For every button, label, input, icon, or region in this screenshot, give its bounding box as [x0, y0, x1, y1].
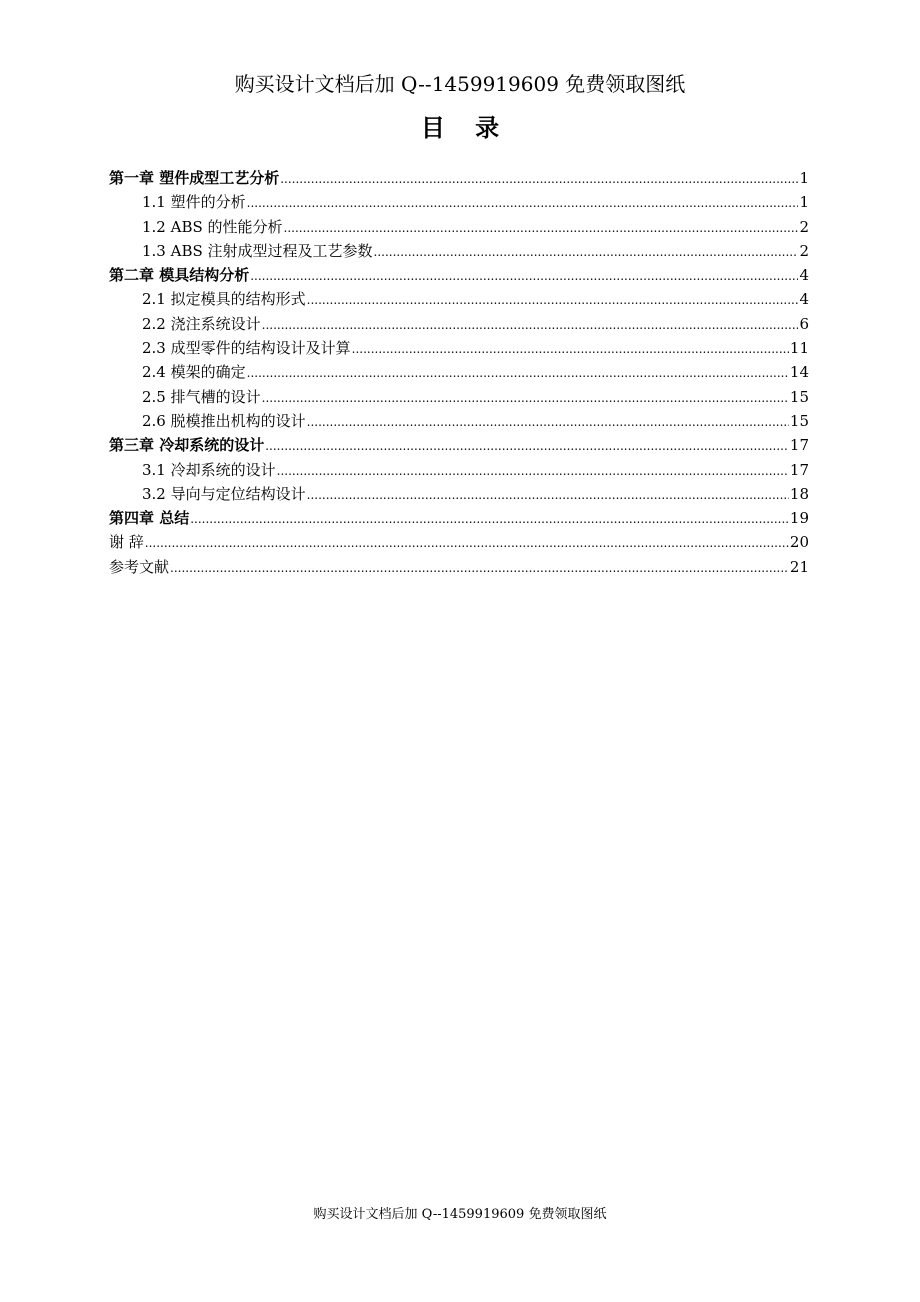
toc-entry-label: 2.3 成型零件的结构设计及计算: [142, 339, 351, 358]
toc-entry[interactable]: [109, 166, 809, 190]
table-of-contents: [109, 166, 809, 579]
toc-entry[interactable]: [109, 409, 809, 433]
toc-entry-label: 谢 辞: [109, 533, 144, 552]
toc-entry-page: 15: [789, 387, 809, 406]
toc-entry-page: 4: [799, 266, 809, 285]
toc-entry[interactable]: [109, 458, 809, 482]
dot-leader: [307, 482, 789, 506]
dot-leader: [307, 287, 799, 311]
dot-leader: [247, 190, 799, 214]
toc-entry-page: 20: [789, 533, 809, 552]
toc-entry-page: 11: [789, 339, 809, 358]
toc-entry-page: 4: [799, 290, 809, 309]
dot-leader: [277, 458, 789, 482]
dot-leader: [265, 433, 789, 457]
toc-entry[interactable]: [109, 433, 809, 457]
toc-entry-label: 第三章 冷却系统的设计: [109, 436, 265, 455]
toc-entry-page: 1: [799, 169, 809, 187]
toc-entry[interactable]: [109, 385, 809, 409]
toc-entry-page: 1: [799, 193, 809, 212]
dot-leader: [374, 239, 799, 263]
toc-entry[interactable]: [109, 287, 809, 311]
toc-entry[interactable]: [109, 336, 809, 360]
toc-entry-label: 1.3 ABS 注射成型过程及工艺参数: [142, 241, 373, 260]
toc-entry[interactable]: [109, 506, 809, 530]
toc-entry-label: 第一章 塑件成型工艺分析: [109, 169, 280, 187]
toc-entry-page: 21: [789, 557, 809, 576]
toc-title: 目 录: [420, 114, 500, 142]
toc-entry-page: 19: [789, 509, 809, 528]
toc-entry[interactable]: [109, 482, 809, 506]
page-header: 购买设计文档后加 Q--1459919609 免费领取图纸: [234, 72, 686, 96]
dot-leader: [190, 506, 789, 530]
dot-leader: [307, 409, 789, 433]
toc-entry[interactable]: [109, 555, 809, 579]
toc-entry-label: 第二章 模具结构分析: [109, 266, 250, 285]
toc-entry-label: 第四章 总结: [109, 509, 190, 528]
dot-leader: [247, 360, 789, 384]
toc-entry[interactable]: [109, 530, 809, 554]
toc-entry-page: 2: [799, 217, 809, 236]
toc-entry-label: 3.2 导向与定位结构设计: [142, 484, 306, 503]
toc-entry-label: 参考文献: [109, 557, 170, 576]
toc-entry-page: 14: [789, 363, 809, 382]
toc-entry[interactable]: [109, 215, 809, 239]
toc-entry-page: 18: [789, 484, 809, 503]
dot-leader: [262, 385, 789, 409]
dot-leader: [250, 263, 798, 287]
page-footer: 购买设计文档后加 Q--1459919609 免费领取图纸: [313, 1207, 607, 1222]
toc-entry-page: 15: [789, 411, 809, 430]
toc-entry-label: 2.4 模架的确定: [142, 363, 246, 382]
dot-leader: [280, 166, 798, 190]
toc-entry-page: 17: [789, 460, 809, 479]
toc-entry-label: 1.1 塑件的分析: [142, 193, 246, 212]
toc-entry-label: 2.5 排气槽的设计: [142, 387, 261, 406]
toc-entry-page: 17: [789, 436, 809, 455]
toc-entry-label: 1.2 ABS 的性能分析: [142, 217, 283, 236]
toc-entry-page: 2: [799, 241, 809, 260]
toc-entry-label: 3.1 冷却系统的设计: [142, 460, 276, 479]
dot-leader: [262, 312, 799, 336]
toc-entry-label: 2.1 拟定模具的结构形式: [142, 290, 306, 309]
dot-leader: [284, 215, 799, 239]
toc-entry[interactable]: [109, 312, 809, 336]
toc-entry[interactable]: [109, 263, 809, 287]
dot-leader: [145, 530, 789, 554]
toc-entry[interactable]: [109, 239, 809, 263]
dot-leader: [170, 555, 789, 579]
toc-entry[interactable]: [109, 360, 809, 384]
toc-entry-page: 6: [799, 314, 809, 333]
dot-leader: [352, 336, 789, 360]
toc-entry[interactable]: [109, 190, 809, 214]
toc-entry-label: 2.6 脱模推出机构的设计: [142, 411, 306, 430]
toc-entry-label: 2.2 浇注系统设计: [142, 314, 261, 333]
